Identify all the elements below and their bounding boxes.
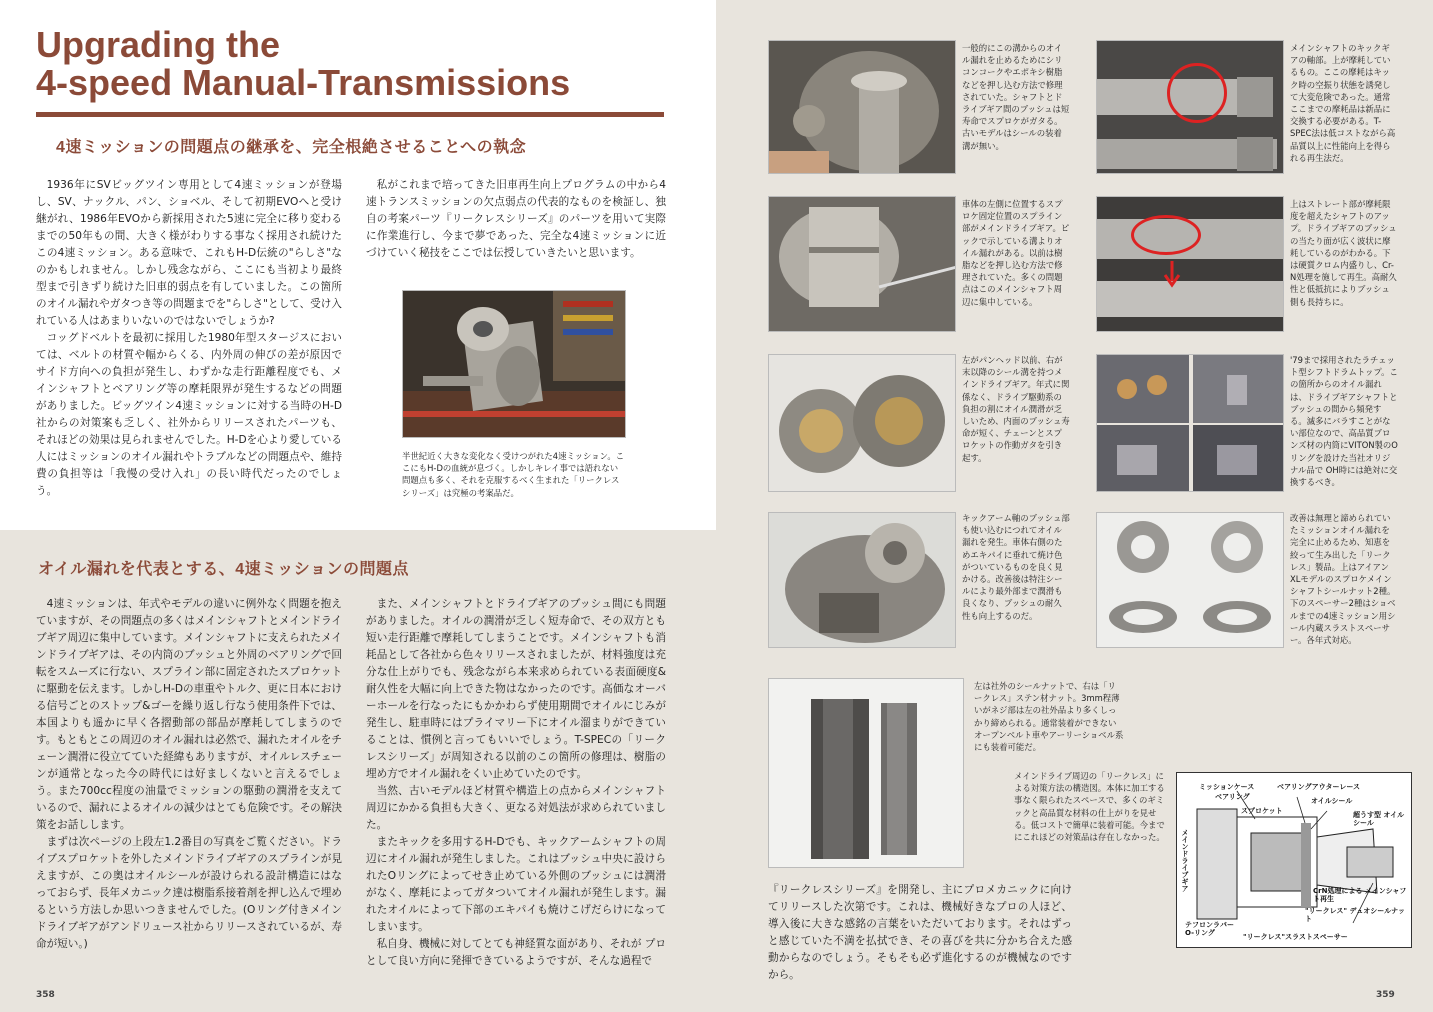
- page-number-right: 359: [1376, 990, 1395, 1000]
- page-number-left: 358: [36, 990, 55, 1000]
- transmission-photo: [402, 290, 626, 438]
- diagram-label-sprocket: スプロケット: [1241, 807, 1283, 815]
- caption-6: '79まで採用されたラチェット型シフトドラムトップ。この箇所からのオイル漏れは、ドライブギアシャフトとブッシュの間から頻発する。滅多にバラすことがない部位なので、高品質ブロンズ材の内筒にVITON製のOリングを設けた当社オリジナル品で OH時には絶対に交換するべき。: [1290, 355, 1398, 488]
- leakless-structure-diagram: [1176, 772, 1412, 948]
- diagram-label-bearing: ベアリング: [1215, 793, 1250, 801]
- section2-col1: [36, 596, 342, 953]
- photo-worn-shaft: [1096, 196, 1284, 332]
- photo-kick-gear-shaft: [1096, 40, 1284, 174]
- photo-kick-arm-bushing: [768, 512, 956, 648]
- title-line-1: Upgrading the: [36, 24, 280, 65]
- photo-leakless-nuts-spacers: [1096, 512, 1284, 648]
- section1-col1: [36, 177, 342, 500]
- photo-seal-nuts: [768, 678, 964, 868]
- photo-shift-drum: [1096, 354, 1284, 492]
- section2-heading: オイル漏れを代表とする、4速ミッションの問題点: [38, 561, 409, 578]
- title-line-2: 4-speed Manual-Transmissions: [36, 62, 571, 103]
- paragraph: 当然、古いモデルほど材質や構造上の点からメインシャフト周辺にかかる負担も大きく、更なる対処法が求められていました。: [366, 785, 666, 831]
- page-title: [36, 26, 570, 102]
- diagram-label-outer-race: ベアリングアウターレース: [1277, 783, 1361, 791]
- caption-3: 車体の左側に位置するスプロケ固定位置のスプライン部がメインドライブギア。ピックで示している溝よりオイル漏れがある。以前は樹脂などを押し込む方法で修理されていた。多くの問題点はこのメインシャフト周辺に集中している。: [962, 199, 1070, 307]
- closing-paragraph: [768, 882, 1072, 984]
- paragraph: 1936年にSVビッグツイン専用として4速ミッションが登場し、SV、ナックル、パン、ショベル、そして初期EVOへと受け継がれ、1986年EVOから新採用された5速に完全に移り変わるまでの50年もの間、大きく様がわりする事なく採用され続けたこの4速ミッション。ある意味で、これもH-D伝統の"らしさ"なのかもしれません。しかし残念ながら、ここにも当初より最終型まで引きずり続けた旧車的弱点を有していました。この箇所のオイル漏れやガタつき等の問題までを"らしさ"として、受け入れている人はあまりいないのではないでしょうか?: [36, 179, 342, 327]
- paragraph: 4速ミッションは、年式やモデルの違いに例外なく問題を抱えていますが、その問題点の多くはメインシャフトとメインドライブギア周辺に集中しています。メインシャフトに支えられたメインドライブギアは、その内筒のブッシュと外周のベアリングで回転をスムーズに行ない、スプライン部に固定されたスプロケットに駆動を伝えます。しかしH-Dの車重やトルク、更に日本における信号ごとのストップ&ゴーを繰り返し行なう使用条件下では、本国よりも遥かに早く各摺動部の部品が摩耗してしまうのです。もともとこの周辺のオイル漏れは必然で、漏れたオイルをチェーン潤滑に役立てていた経緯もありますが、オイルレスチェーンが通常となった今の時代には好ましくないと言えるでしょう。また700cc程度の油量でミッションの駆動の潤滑を支えているので、漏れによるオイルの減少はとても危険です。その解決策をお話しします。: [36, 598, 342, 831]
- highlight-circle: [1167, 63, 1227, 123]
- caption-9: 左は社外のシールナットで、右は「リークレス」ステン材ナット。3mm程薄いがネジ部は左の社外品より多くしっかり締められる。通常装着ができないオープンベルト車やアーリーショベル系にも装着可能だ。: [974, 681, 1124, 753]
- diagram-label-spacer: "リークレス"スラストスペーサー: [1243, 933, 1348, 941]
- paragraph: 私自身、機械に対してとても神経質な面があり、それが プロとして良い方向に発揮できているようですが、そんな過程で: [366, 938, 666, 967]
- diagram-label-main-drive-gear: メインドライブギア: [1181, 829, 1189, 892]
- caption-4: 上はストレート部が摩耗限度を超えたシャフトのアップ。ドライブギアのブッシュの当たり面が広く波状に摩耗しているのがわかる。下は硬質クロム内盛りし、Cr-N処理を施して再生。高耐久性と低抵抗によりブッシュ側も長持ちに。: [1290, 199, 1397, 307]
- diagram-label-teflon: テフロンラバー O-リング: [1185, 921, 1234, 937]
- paragraph: またキックを多用するH-Dでも、キックアームシャフトの周辺にオイル漏れが発生しました。これはブッシュ中央に設けられたOリングによってせき止めている外側のブッシュには潤滑がなく、摩耗によってガタついてオイル漏れが発生します。漏れたオイルによって下部のエキパイも焼けこげだらけになってしまいます。: [366, 836, 666, 933]
- transmission-illustration: [403, 291, 626, 438]
- title-rule: [36, 112, 664, 117]
- photo-sprocket-spline: [768, 196, 956, 332]
- section1-heading: 4速ミッションの問題点の継承を、完全根絶させることへの執念: [56, 139, 527, 156]
- paragraph: コッグドベルトを最初に採用した1980年型スタージスにおいては、ベルトの材質や幅からくる、内外周の伸びの差が原因でサイド方向への負担が発生し、わずかな走行距離程度でも、メインシャフトとベアリング等の摩耗限界が発生するなどの問題がありました。ビッグツイン4速ミッションに対する当時のH-D社からの対策案も乏しく、社外からリリースされたパーツも、それほどの効果は見られませんでした。H-Dを心より愛している人にはミッションのオイル漏れやトラブルなどの問題点や、維持費の負担等は「我慢の受け入れ」の長い時代だったのでしょう。: [36, 332, 342, 497]
- transmission-photo-caption: 半世紀近く大きな変化なく受けつがれた4速ミッション。ここにもH-Dの血統が息づく。しかしキレイ事では語れない問題点も多く、それを克服するべく生まれた「リークレスシリーズ」は究極の考案品だ。: [402, 451, 625, 498]
- diagram-label-crn: CrN処理による メインシャフト再生: [1313, 887, 1407, 903]
- photo-main-drive-spline: [768, 40, 956, 174]
- caption-1: 一般的にこの溝からのオイル漏れを止めるためにシリコンコークやエポキシ樹脂などを押し込む方法で修理されていた。シャフトとドライブギア間のブッシュは短寿命でスプロケがガタる。古いモデルはシールの装着溝が無い。: [962, 43, 1070, 151]
- caption-10: メインドライブ周辺の「リークレス」による対策方法の構造図。本体に加工する事なく限られたスペースで、多くのギミックと高品質な材料の仕上がりを見せる。低コストで簡単に装着可能。今までにこれほどの対策品は存在しなかった。: [1014, 771, 1165, 843]
- paragraph: 私がこれまで培ってきた旧車再生向上プログラムの中から4速トランスミッションの欠点弱点の代表的なものを検証し、独自の考案パーツ『リークレスシリーズ』のパーツを用いて実際に作業進行し、今まで夢であった、完全な4速ミッションに近づけていく秘技をここでは伝授していきたいと思います。: [366, 179, 666, 259]
- diagram-label-thin-seal: 超うす型 オイルシール: [1353, 811, 1405, 827]
- caption-8: 改善は無理と諦められていたミッションオイル漏れを完全に止めるため、知恵を絞って生み出した「リークレス」製品。上はアイアンXLモデルのスプロケメインシャフトシールナット2種。下のスペーサー2種はショベルまでの4速ミッション用シール内蔵スラストスペーサー。各年式対応。: [1290, 513, 1396, 646]
- diagram-label-case: ミッションケース: [1199, 783, 1255, 791]
- diagram-label-nut: "リークレス" デュオシールナット: [1305, 907, 1406, 923]
- diagram-label-oil-seal: オイルシール: [1311, 797, 1353, 805]
- caption-2: メインシャフトのキックギアの軸部。上が摩耗しているもの。ここの摩耗はキック時の空振り状態を誘発して大変危険であった。通常ここまでの摩耗品は新品に交換する必要がある。T-SPEC法は低コストながら高品質以上に性能向上を得られる再生法だ。: [1290, 43, 1396, 163]
- paragraph: まずは次ページの上段左1.2番目の写真をご覧ください。ドライブスプロケットを外したメインドライブギアのスプラインが見えますが、この奥はオイルシールが設けられる設計構造にはなっておらず、長年メカニック達は樹脂系接着剤を押し込んで埋めるという方法しか思いつきませんでした。(Oリング付きメインドライブギアがアンドリュース社からリリースされているが、寿命が短い。): [36, 836, 342, 950]
- paragraph: 『リークレスシリーズ』を開発し、主にプロメカニックに向けてリリースした次第です。これは、機械好きなプロの人ほど、導入後に大きな感銘の言葉をいただいております。それはずっと感じていた不満を払拭でき、その喜びを共に分かち合えた感動からなのでしょう。そもそも必ず進化するのが機械なのですから。: [768, 884, 1072, 981]
- section2-col2: [366, 596, 666, 970]
- caption-5: 左がパンヘッド以前、右が末以降のシール溝を持つメインドライブギア。年式に関係なく、ドライブ駆動系の負担の割にオイル潤滑が乏しいため、内面のブッシュ寿命が短く、チェーンとスプロケットの作動ガタを引き起す。: [962, 355, 1070, 463]
- section1-col2: [366, 177, 666, 262]
- highlight-circle: [1131, 215, 1201, 255]
- paragraph: また、メインシャフトとドライブギアのブッシュ間にも問題がありました。オイルの潤滑が乏しく短寿命で、その双方とも短い走行距離で摩耗してしまうことです。メインシャフトも消耗品として各社から色々リリースされましたが、材料強度は充分な仕上がりでも、残念ながら本来求められている表面硬度&耐久性を大幅に向上できた物はなかったのです。高価なオーバーホールを行なったにもかかわらず使用期間でオイルにじみが発生し、駐車時にはプライマリー下にオイル溜まりができていることは、慣例と言ってもいいでしょう。T-SPECの「リークレスシリーズ」が周知される以前のこの箇所の修理は、樹脂の埋め方でオイル漏れをくい止めていたのです。: [366, 598, 666, 780]
- photo-main-drive-gears: [768, 354, 956, 492]
- caption-7: キックアーム軸のブッシュ部も使い込むにつれてオイル漏れを発生。車体右側のためエキパイに垂れて焼け色がついているものを良く見かける。改善後は特注シールにより最外部まで潤滑も良くなり、ブッシュの耐久性も向上するのだ。: [962, 513, 1070, 621]
